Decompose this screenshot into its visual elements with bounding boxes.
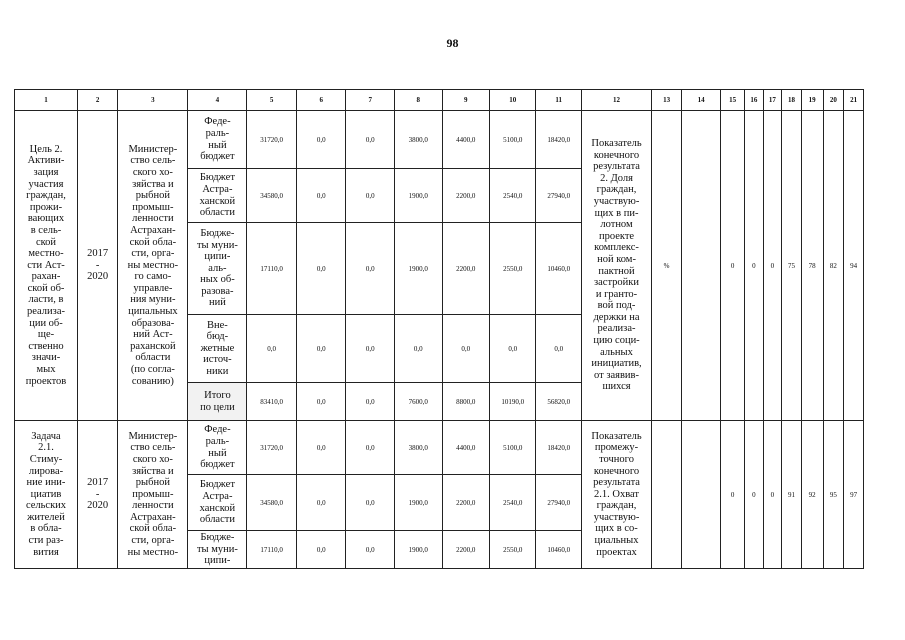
header-cell-7: 7 bbox=[346, 90, 395, 111]
goal-row bbox=[15, 111, 864, 169]
task-indicator: Показатель промежу- точного конечного результата 2.1. Охват граждан, участвую- щих в со- циальных проектах bbox=[581, 421, 651, 569]
goal-indicator-value: 94 bbox=[844, 111, 864, 421]
task-indicator-value: 0 bbox=[745, 421, 764, 569]
funding-value: 0,0 bbox=[346, 169, 395, 223]
goal-name: Цель 2. Активи- зация участия граждан, прожи- вающих в сель- ской местно- сти Аст- рахан- ской об- ласти, в реализа- ции об- ще- ственно значи- мых проектов bbox=[15, 111, 78, 421]
funding-value: 0,0 bbox=[296, 383, 346, 421]
funding-value: 83410,0 bbox=[247, 383, 297, 421]
header-cell-18: 18 bbox=[782, 90, 802, 111]
funding-value: 2540,0 bbox=[490, 169, 536, 223]
header-cell-20: 20 bbox=[823, 90, 844, 111]
program-table bbox=[14, 89, 864, 569]
task-row bbox=[15, 421, 864, 475]
funding-value: 0,0 bbox=[296, 169, 346, 223]
funding-value: 1900,0 bbox=[395, 475, 443, 531]
goal-indicator-value: 75 bbox=[782, 111, 802, 421]
task-indicator-value: 95 bbox=[823, 421, 844, 569]
funding-value: 0,0 bbox=[296, 315, 346, 383]
funding-value: 0,0 bbox=[346, 475, 395, 531]
funding-value: 10460,0 bbox=[536, 531, 581, 569]
funding-value: 34580,0 bbox=[247, 475, 297, 531]
funding-value: 17110,0 bbox=[247, 223, 297, 315]
funding-value: 0,0 bbox=[296, 421, 346, 475]
funding-value: 2200,0 bbox=[442, 169, 490, 223]
funding-source: Феде- раль- ный бюджет bbox=[188, 421, 247, 475]
funding-value: 18420,0 bbox=[536, 111, 581, 169]
header-cell-19: 19 bbox=[801, 90, 823, 111]
funding-value: 1900,0 bbox=[395, 531, 443, 569]
task-executor: Министер- ство сель- ского хо- зяйства и рыбной промыш- ленности Астрахан- ской обла- сти, орга- ны местно- bbox=[118, 421, 188, 569]
funding-source: Бюдже- ты муни- ципи- bbox=[188, 531, 247, 569]
funding-value: 0,0 bbox=[346, 315, 395, 383]
funding-value: 0,0 bbox=[395, 315, 443, 383]
goal-period: 2017 - 2020 bbox=[78, 111, 118, 421]
funding-source: Феде- раль- ный бюджет bbox=[188, 111, 247, 169]
task-unit bbox=[652, 421, 682, 569]
page-number: 98 bbox=[446, 36, 459, 50]
funding-value: 2200,0 bbox=[442, 223, 490, 315]
funding-value: 2200,0 bbox=[442, 531, 490, 569]
header-cell-12: 12 bbox=[581, 90, 651, 111]
funding-value: 0,0 bbox=[346, 223, 395, 315]
goal-indicator-value: 0 bbox=[721, 111, 745, 421]
funding-value: 0,0 bbox=[490, 315, 536, 383]
funding-value: 4400,0 bbox=[442, 111, 490, 169]
funding-value: 0,0 bbox=[296, 111, 346, 169]
header-cell-8: 8 bbox=[395, 90, 443, 111]
funding-value: 2550,0 bbox=[490, 223, 536, 315]
goal-indicator-value: 78 bbox=[801, 111, 823, 421]
header-cell-4: 4 bbox=[188, 90, 247, 111]
header-cell-17: 17 bbox=[763, 90, 782, 111]
funding-source: Вне- бюд- жетные источ- ники bbox=[188, 315, 247, 383]
header-cell-1: 1 bbox=[15, 90, 78, 111]
funding-value: 1900,0 bbox=[395, 223, 443, 315]
header-cell-15: 15 bbox=[721, 90, 745, 111]
funding-value: 31720,0 bbox=[247, 421, 297, 475]
header-cell-10: 10 bbox=[490, 90, 536, 111]
header-cell-11: 11 bbox=[536, 90, 581, 111]
funding-value: 2200,0 bbox=[442, 475, 490, 531]
goal-col14 bbox=[682, 111, 721, 421]
funding-value: 27940,0 bbox=[536, 475, 581, 531]
task-period: 2017 - 2020 bbox=[78, 421, 118, 569]
funding-value: 31720,0 bbox=[247, 111, 297, 169]
task-indicator-value: 0 bbox=[721, 421, 745, 569]
header-cell-14: 14 bbox=[682, 90, 721, 111]
funding-value: 7600,0 bbox=[395, 383, 443, 421]
funding-value: 56820,0 bbox=[536, 383, 581, 421]
funding-value: 3800,0 bbox=[395, 421, 443, 475]
task-indicator-value: 0 bbox=[763, 421, 782, 569]
header-cell-5: 5 bbox=[247, 90, 297, 111]
funding-value: 0,0 bbox=[296, 531, 346, 569]
header-cell-3: 3 bbox=[118, 90, 188, 111]
funding-value: 27940,0 bbox=[536, 169, 581, 223]
goal-indicator: Показатель конечного результата 2. Доля граждан, участвую- щих в пи- лотном проекте комплекс- ной ком- пактной застройки и гранто- вой под- держки на реализа- цию соци- альных инициатив, от заявив- шихся bbox=[581, 111, 651, 421]
funding-source: Итого по цели bbox=[188, 383, 247, 421]
task-indicator-value: 92 bbox=[801, 421, 823, 569]
funding-value: 0,0 bbox=[346, 531, 395, 569]
task-name: Задача 2.1. Стиму- лирова- ние ини- циатив сельских жителей в обла- сти раз- вития bbox=[15, 421, 78, 569]
header-cell-2: 2 bbox=[78, 90, 118, 111]
funding-value: 0,0 bbox=[296, 223, 346, 315]
header-row bbox=[15, 90, 864, 111]
header-cell-13: 13 bbox=[652, 90, 682, 111]
goal-indicator-value: 0 bbox=[763, 111, 782, 421]
funding-value: 0,0 bbox=[296, 475, 346, 531]
goal-executor: Министер- ство сель- ского хо- зяйства и рыбной промыш- ленности Астрахан- ской обла- сти, орга- ны местно- го само- управле- ния муни- ципальных образова- ний Аст- раханской области (по согла- сованию) bbox=[118, 111, 188, 421]
header-cell-6: 6 bbox=[296, 90, 346, 111]
header-cell-16: 16 bbox=[745, 90, 764, 111]
funding-value: 4400,0 bbox=[442, 421, 490, 475]
header-cell-21: 21 bbox=[844, 90, 864, 111]
funding-value: 0,0 bbox=[536, 315, 581, 383]
task-col14 bbox=[682, 421, 721, 569]
goal-indicator-value: 0 bbox=[745, 111, 764, 421]
funding-value: 0,0 bbox=[346, 421, 395, 475]
funding-value: 2540,0 bbox=[490, 475, 536, 531]
task-indicator-value: 97 bbox=[844, 421, 864, 569]
funding-value: 0,0 bbox=[442, 315, 490, 383]
funding-source: Бюджет Астра- ханской области bbox=[188, 475, 247, 531]
funding-value: 18420,0 bbox=[536, 421, 581, 475]
funding-value: 5100,0 bbox=[490, 111, 536, 169]
funding-value: 34580,0 bbox=[247, 169, 297, 223]
funding-value: 1900,0 bbox=[395, 169, 443, 223]
goal-indicator-value: 82 bbox=[823, 111, 844, 421]
funding-value: 5100,0 bbox=[490, 421, 536, 475]
funding-value: 8800,0 bbox=[442, 383, 490, 421]
funding-source: Бюджет Астра- ханской области bbox=[188, 169, 247, 223]
header-cell-9: 9 bbox=[442, 90, 490, 111]
task-indicator-value: 91 bbox=[782, 421, 802, 569]
funding-value: 2550,0 bbox=[490, 531, 536, 569]
funding-value: 0,0 bbox=[346, 383, 395, 421]
funding-value: 0,0 bbox=[346, 111, 395, 169]
funding-value: 0,0 bbox=[247, 315, 297, 383]
funding-value: 10190,0 bbox=[490, 383, 536, 421]
funding-value: 17110,0 bbox=[247, 531, 297, 569]
funding-value: 3800,0 bbox=[395, 111, 443, 169]
funding-value: 10460,0 bbox=[536, 223, 581, 315]
goal-unit: % bbox=[652, 111, 682, 421]
funding-source: Бюдже- ты муни- ципи- аль- ных об- разова- ний bbox=[188, 223, 247, 315]
